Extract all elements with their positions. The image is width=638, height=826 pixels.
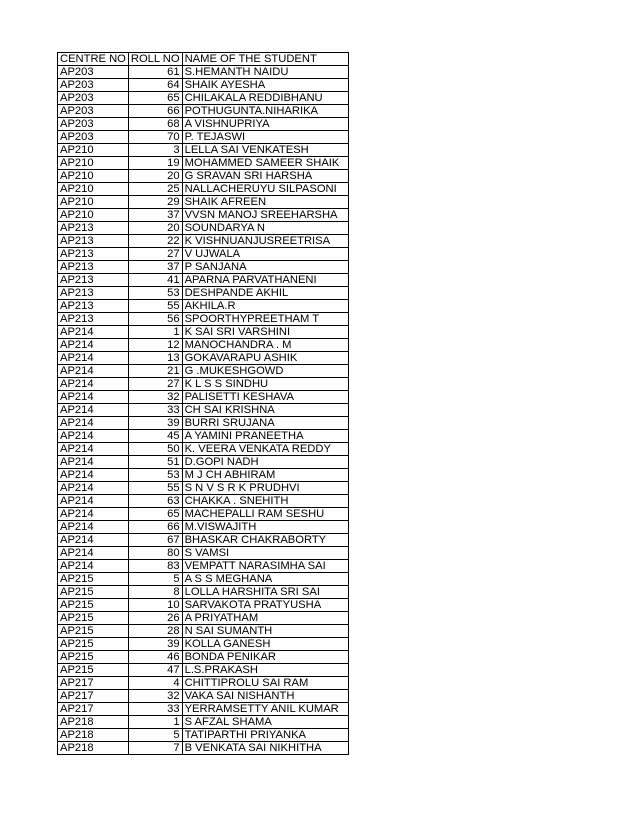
cell-student-name: G SRAVAN SRI HARSHA	[182, 170, 348, 183]
cell-centre-no: AP214	[58, 404, 129, 417]
cell-student-name: GOKAVARAPU ASHIK	[182, 352, 348, 365]
cell-roll-no: 47	[128, 664, 182, 677]
cell-student-name: CHITTIPROLU SAI RAM	[182, 677, 348, 690]
cell-centre-no: AP215	[58, 612, 129, 625]
cell-student-name: SHAIK AFREEN	[182, 196, 348, 209]
table-row	[58, 430, 349, 443]
cell-centre-no: AP214	[58, 339, 129, 352]
cell-student-name: BHASKAR CHAKRABORTY	[182, 534, 348, 547]
cell-centre-no: AP215	[58, 651, 129, 664]
table-row	[58, 157, 349, 170]
cell-roll-no: 1	[128, 326, 182, 339]
cell-roll-no: 1	[128, 716, 182, 729]
table-row	[58, 677, 349, 690]
cell-roll-no: 5	[128, 573, 182, 586]
table-row	[58, 391, 349, 404]
cell-student-name: B VENKATA SAI NIKHITHA	[182, 742, 348, 755]
cell-centre-no: AP210	[58, 196, 129, 209]
cell-roll-no: 22	[128, 235, 182, 248]
cell-centre-no: AP213	[58, 222, 129, 235]
cell-roll-no: 32	[128, 391, 182, 404]
cell-student-name: VVSN MANOJ SREEHARSHA	[182, 209, 348, 222]
cell-roll-no: 61	[128, 66, 182, 79]
cell-student-name: DESHPANDE AKHIL	[182, 287, 348, 300]
cell-centre-no: AP214	[58, 482, 129, 495]
cell-student-name: VEMPATT NARASIMHA SAI	[182, 560, 348, 573]
cell-centre-no: AP215	[58, 625, 129, 638]
cell-centre-no: AP214	[58, 534, 129, 547]
cell-centre-no: AP214	[58, 495, 129, 508]
cell-student-name: CHILAKALA REDDIBHANU	[182, 92, 348, 105]
cell-centre-no: AP214	[58, 560, 129, 573]
cell-roll-no: 51	[128, 456, 182, 469]
cell-student-name: MOHAMMED SAMEER SHAIK	[182, 157, 348, 170]
cell-student-name: NALLACHERUYU SILPASONI	[182, 183, 348, 196]
table-row	[58, 508, 349, 521]
table-row	[58, 339, 349, 352]
table-row	[58, 443, 349, 456]
cell-roll-no: 5	[128, 729, 182, 742]
cell-student-name: A PRIYATHAM	[182, 612, 348, 625]
cell-student-name: S VAMSI	[182, 547, 348, 560]
table-row	[58, 170, 349, 183]
cell-student-name: SHAIK AYESHA	[182, 79, 348, 92]
table-row	[58, 105, 349, 118]
cell-student-name: POTHUGUNTA.NIHARIKA	[182, 105, 348, 118]
table-row	[58, 599, 349, 612]
cell-roll-no: 29	[128, 196, 182, 209]
table-row	[58, 300, 349, 313]
cell-roll-no: 8	[128, 586, 182, 599]
cell-roll-no: 12	[128, 339, 182, 352]
cell-student-name: VAKA SAI NISHANTH	[182, 690, 348, 703]
table-row	[58, 183, 349, 196]
cell-student-name: A S S MEGHANA	[182, 573, 348, 586]
cell-student-name: P SANJANA	[182, 261, 348, 274]
cell-student-name: L.S.PRAKASH	[182, 664, 348, 677]
cell-student-name: MANOCHANDRA . M	[182, 339, 348, 352]
cell-student-name: SOUNDARYA N	[182, 222, 348, 235]
cell-roll-no: 21	[128, 365, 182, 378]
header-student-name: NAME OF THE STUDENT	[182, 53, 348, 66]
cell-student-name: M.VISWAJITH	[182, 521, 348, 534]
cell-student-name: K. VEERA VENKATA REDDY	[182, 443, 348, 456]
cell-centre-no: AP214	[58, 430, 129, 443]
table-row	[58, 235, 349, 248]
cell-centre-no: AP213	[58, 261, 129, 274]
cell-roll-no: 55	[128, 300, 182, 313]
table-row	[58, 742, 349, 755]
cell-centre-no: AP215	[58, 573, 129, 586]
cell-centre-no: AP217	[58, 703, 129, 716]
table-row	[58, 79, 349, 92]
cell-roll-no: 65	[128, 508, 182, 521]
cell-student-name: KOLLA GANESH	[182, 638, 348, 651]
student-table	[57, 52, 349, 755]
table-row	[58, 222, 349, 235]
table-row	[58, 209, 349, 222]
cell-roll-no: 27	[128, 248, 182, 261]
cell-roll-no: 4	[128, 677, 182, 690]
table-row	[58, 573, 349, 586]
cell-centre-no: AP213	[58, 235, 129, 248]
table-row	[58, 131, 349, 144]
cell-centre-no: AP218	[58, 729, 129, 742]
cell-centre-no: AP210	[58, 209, 129, 222]
cell-roll-no: 3	[128, 144, 182, 157]
cell-student-name: PALISETTI KESHAVA	[182, 391, 348, 404]
cell-roll-no: 65	[128, 92, 182, 105]
cell-student-name: M J CH ABHIRAM	[182, 469, 348, 482]
table-row	[58, 534, 349, 547]
cell-centre-no: AP214	[58, 547, 129, 560]
cell-roll-no: 20	[128, 222, 182, 235]
cell-centre-no: AP210	[58, 183, 129, 196]
cell-centre-no: AP214	[58, 469, 129, 482]
cell-roll-no: 19	[128, 157, 182, 170]
cell-roll-no: 46	[128, 651, 182, 664]
cell-roll-no: 53	[128, 287, 182, 300]
table-row	[58, 703, 349, 716]
cell-centre-no: AP203	[58, 105, 129, 118]
table-row	[58, 274, 349, 287]
cell-centre-no: AP214	[58, 326, 129, 339]
table-row	[58, 456, 349, 469]
cell-roll-no: 68	[128, 118, 182, 131]
table-row	[58, 586, 349, 599]
cell-centre-no: AP215	[58, 586, 129, 599]
table-row	[58, 196, 349, 209]
cell-centre-no: AP215	[58, 664, 129, 677]
cell-student-name: S.HEMANTH NAIDU	[182, 66, 348, 79]
cell-roll-no: 41	[128, 274, 182, 287]
cell-centre-no: AP214	[58, 417, 129, 430]
cell-centre-no: AP203	[58, 92, 129, 105]
table-row	[58, 638, 349, 651]
cell-roll-no: 67	[128, 534, 182, 547]
cell-student-name: CHAKKA . SNEHITH	[182, 495, 348, 508]
cell-roll-no: 64	[128, 79, 182, 92]
cell-centre-no: AP213	[58, 300, 129, 313]
cell-roll-no: 25	[128, 183, 182, 196]
table-row	[58, 560, 349, 573]
cell-centre-no: AP217	[58, 677, 129, 690]
header-roll-no: ROLL NO	[128, 53, 182, 66]
cell-centre-no: AP218	[58, 742, 129, 755]
cell-student-name: BONDA PENIKAR	[182, 651, 348, 664]
cell-roll-no: 37	[128, 209, 182, 222]
cell-student-name: P. TEJASWI	[182, 131, 348, 144]
table-row	[58, 625, 349, 638]
cell-student-name: S AFZAL SHAMA	[182, 716, 348, 729]
cell-student-name: LELLA SAI VENKATESH	[182, 144, 348, 157]
cell-roll-no: 63	[128, 495, 182, 508]
table-row	[58, 352, 349, 365]
cell-student-name: CH SAI KRISHNA	[182, 404, 348, 417]
table-row	[58, 612, 349, 625]
cell-student-name: A YAMINI PRANEETHA	[182, 430, 348, 443]
cell-centre-no: AP214	[58, 352, 129, 365]
cell-roll-no: 66	[128, 521, 182, 534]
table-row	[58, 469, 349, 482]
cell-roll-no: 66	[128, 105, 182, 118]
table-row	[58, 326, 349, 339]
cell-centre-no: AP218	[58, 716, 129, 729]
cell-student-name: YERRAMSETTY ANIL KUMAR	[182, 703, 348, 716]
table-row	[58, 248, 349, 261]
cell-student-name: K VISHNUANJUSREETRISA	[182, 235, 348, 248]
cell-student-name: N SAI SUMANTH	[182, 625, 348, 638]
cell-centre-no: AP214	[58, 456, 129, 469]
cell-roll-no: 7	[128, 742, 182, 755]
table-row	[58, 287, 349, 300]
cell-centre-no: AP203	[58, 66, 129, 79]
table-row	[58, 729, 349, 742]
table-row	[58, 664, 349, 677]
cell-roll-no: 39	[128, 417, 182, 430]
table-header-row	[58, 53, 349, 66]
cell-roll-no: 10	[128, 599, 182, 612]
cell-roll-no: 27	[128, 378, 182, 391]
cell-centre-no: AP217	[58, 690, 129, 703]
cell-centre-no: AP213	[58, 287, 129, 300]
table-row	[58, 417, 349, 430]
table-row	[58, 144, 349, 157]
cell-roll-no: 45	[128, 430, 182, 443]
cell-student-name: S N V S R K PRUDHVI	[182, 482, 348, 495]
table-row	[58, 547, 349, 560]
cell-roll-no: 39	[128, 638, 182, 651]
cell-centre-no: AP203	[58, 118, 129, 131]
table-row	[58, 378, 349, 391]
table-row	[58, 66, 349, 79]
cell-centre-no: AP210	[58, 170, 129, 183]
cell-roll-no: 26	[128, 612, 182, 625]
cell-student-name: AKHILA.R	[182, 300, 348, 313]
cell-roll-no: 55	[128, 482, 182, 495]
table-row	[58, 261, 349, 274]
cell-student-name: MACHEPALLI RAM SESHU	[182, 508, 348, 521]
cell-roll-no: 70	[128, 131, 182, 144]
cell-student-name: D.GOPI NADH	[182, 456, 348, 469]
cell-centre-no: AP213	[58, 274, 129, 287]
cell-roll-no: 83	[128, 560, 182, 573]
table-row	[58, 716, 349, 729]
cell-student-name: SPOORTHYPREETHAM T	[182, 313, 348, 326]
cell-roll-no: 50	[128, 443, 182, 456]
cell-student-name: TATIPARTHI PRIYANKA	[182, 729, 348, 742]
cell-roll-no: 28	[128, 625, 182, 638]
cell-roll-no: 33	[128, 404, 182, 417]
table-row	[58, 365, 349, 378]
table-row	[58, 482, 349, 495]
table-row	[58, 313, 349, 326]
cell-centre-no: AP215	[58, 599, 129, 612]
cell-roll-no: 13	[128, 352, 182, 365]
cell-roll-no: 53	[128, 469, 182, 482]
cell-roll-no: 37	[128, 261, 182, 274]
cell-centre-no: AP214	[58, 365, 129, 378]
cell-centre-no: AP210	[58, 144, 129, 157]
cell-student-name: V UJWALA	[182, 248, 348, 261]
cell-centre-no: AP203	[58, 131, 129, 144]
cell-centre-no: AP213	[58, 313, 129, 326]
cell-student-name: BURRI SRUJANA	[182, 417, 348, 430]
cell-roll-no: 32	[128, 690, 182, 703]
cell-student-name: APARNA PARVATHANENI	[182, 274, 348, 287]
cell-centre-no: AP210	[58, 157, 129, 170]
cell-centre-no: AP214	[58, 378, 129, 391]
cell-centre-no: AP215	[58, 638, 129, 651]
table-row	[58, 651, 349, 664]
cell-roll-no: 56	[128, 313, 182, 326]
cell-centre-no: AP203	[58, 79, 129, 92]
cell-roll-no: 20	[128, 170, 182, 183]
cell-centre-no: AP213	[58, 248, 129, 261]
cell-centre-no: AP214	[58, 443, 129, 456]
cell-student-name: K L S S SINDHU	[182, 378, 348, 391]
cell-roll-no: 80	[128, 547, 182, 560]
cell-student-name: LOLLA HARSHITA SRI SAI	[182, 586, 348, 599]
cell-student-name: K SAI SRI VARSHINI	[182, 326, 348, 339]
table-row	[58, 92, 349, 105]
table-row	[58, 690, 349, 703]
cell-student-name: G .MUKESHGOWD	[182, 365, 348, 378]
table-row	[58, 521, 349, 534]
cell-centre-no: AP214	[58, 521, 129, 534]
cell-student-name: A VISHNUPRIYA	[182, 118, 348, 131]
table-row	[58, 118, 349, 131]
header-centre-no: CENTRE NO	[58, 53, 129, 66]
cell-roll-no: 33	[128, 703, 182, 716]
table-row	[58, 404, 349, 417]
table-row	[58, 495, 349, 508]
cell-student-name: SARVAKOTA PRATYUSHA	[182, 599, 348, 612]
cell-centre-no: AP214	[58, 391, 129, 404]
cell-centre-no: AP214	[58, 508, 129, 521]
